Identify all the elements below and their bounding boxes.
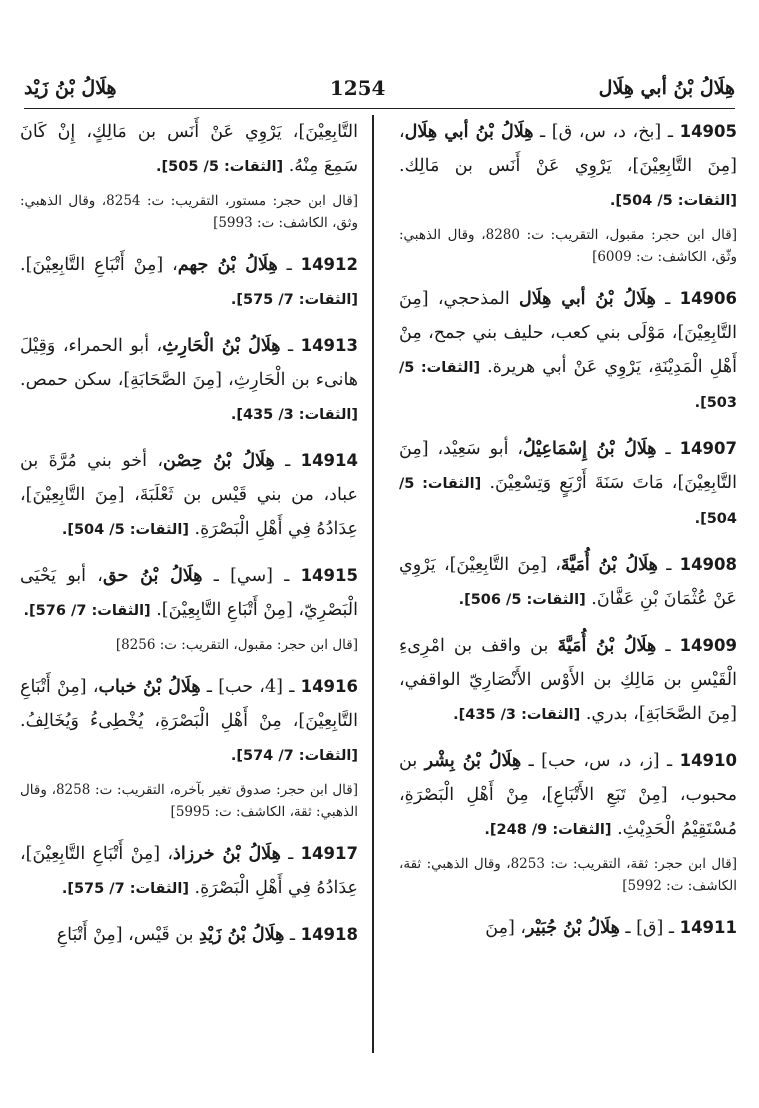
narrator-name: هِلَالُ بْنُ خباب [98,677,201,697]
entry-text: بن واقف بن امْرِىءِ الْقَيْسِ بن مَالِكِ بن الأَوْس الأَنْصَارِيّ الواقفي، [مِنَ الصَّحَابَةِ]، بدري. [399,636,737,724]
entry-codes: ـ [284,925,301,945]
footnote: [قال ابن حجر: ثقة، التقريب: ت: 8253، وقال الذهبي: ثقة، الكاشف: ت: 5992] [399,856,737,894]
entry-text: ، [مِنَ التَّابِعِيْنَ]، يَرْوِي عَنْ أَنَس بن مَالِك. [399,122,737,176]
entry-text: ، [مِنْ أَتْبَاعِ التَّابِعِيْنَ]، مِنْ أَهْلِ الْبَصْرَةِ، يُخْطِىءُ وَيُخَالِفُ. [20,677,358,731]
entry-number: 14913 [300,336,358,355]
entry-codes: ـ [274,451,301,471]
page-number: 1254 [329,76,386,100]
entry-text: ، [مِنَ [485,918,527,938]
narrator-name: هِلَالُ بْنُ أبي هِلَال [519,289,656,309]
source-reference: [الثقات: 5/ 504]. [61,522,189,538]
entry-number: 14910 [679,751,737,770]
biography-entry [20,444,358,547]
entry-codes: ـ [656,439,680,459]
narrator-name: هِلَالُ بْنُ بِشْر [424,751,522,771]
narrator-name: هِلَالُ بْنُ الْحَارِثِ [162,336,281,356]
biography-entry [20,837,358,906]
entry-text: ، [مِنْ أَتْبَاعِ التَّابِعِيْنَ]. [20,255,178,275]
source-reference: [الثقات: 9/ 248]. [484,822,612,838]
entry-number: 14905 [679,122,737,141]
biography-entry [399,115,737,218]
running-title-right: هِلَالُ بْنُ أبي هِلَال [598,77,735,99]
entry-number: 14914 [300,451,358,470]
biography-entry [20,670,358,773]
entry-text: بن قَيْس، [مِنْ أَتْبَاعِ [56,925,200,945]
source-reference: [الثقات: 3/ 435]. [453,707,581,723]
entry-text: ، أخو بني مُرَّةَ بن عباد، من بني قَيْس بن ثَعْلَبَةَ، [مِنَ التَّابِعِيْنَ]، عِدَادُهُ فِي أَهْلِ الْبَصْرَةِ. [20,451,358,539]
narrator-name: هِلَالُ بْنُ خرزاذ [173,844,281,864]
footnote: [قال ابن حجر: صدوق تغير بآخره، التقريب: ت: 8258، وقال الذهبي: ثقة، الكاشف: ت: 5995] [20,782,358,820]
biography-entry [20,248,358,317]
biography-entry [399,282,737,420]
left-column [20,115,358,1053]
source-reference: [الثقات: 5/ 503]. [399,360,737,411]
entry-codes: ـ [280,336,301,356]
entry-text: ، [مِنْ أَتْبَاعِ التَّابِعِيْنَ]، عِدَادُهُ فِي أَهْلِ الْبَصْرَةِ. [20,844,358,898]
entry-codes: ـ [656,636,680,656]
source-reference: [الثقات: 5/ 504]. [609,193,737,209]
entry-text: ، أبو يَحْيَى الْبَصْرِيّ، [مِنْ أَتْبَاعِ التَّابِعِيْنَ]. [20,566,358,620]
source-reference: [الثقات: 3/ 435]. [230,407,358,423]
entry-codes: ـ [277,255,301,275]
narrator-name: هِلَالُ بْنُ أُمَيَّةَ [560,555,658,575]
entry-number: 14918 [300,925,358,944]
source-reference: [الثقات: 5/ 506]. [458,592,586,608]
biography-entry [20,559,358,628]
narrator-name: هِلَالُ بْنُ حِصْن [163,451,275,471]
right-column [399,115,737,1053]
entry-text: المذحجي، [مِنَ التَّابِعِيْنَ]، مَوْلَى بني كعب، حليف بني جمح، مِنْ أَهْلِ الْمَدِيْنَةِ، يَرْوِي عَنْ أبي هريرة. [399,289,737,377]
running-title-left: هِلَالُ بْنُ زَيْد [24,77,117,99]
entry-text: ، أبو سَعِيْد، [مِنَ التَّابِعِيْنَ]، مَاتَ سَنَةَ أَرْبَعٍ وَتِسْعِيْنَ. [399,439,737,493]
narrator-name: هِلَالُ بْنُ أُمَيَّةَ [557,636,657,656]
entry-codes: ـ [بخ، د، س، ق] ـ [533,122,680,142]
footnote: [قال ابن حجر: مقبول، التقريب: ت: 8280، وقال الذهبي: وثّق، الكاشف: ت: 6009] [399,227,737,265]
entry-number: 14909 [679,636,737,655]
source-reference: [الثقات: 7/ 576]. [23,603,151,619]
narrator-name: هِلَالُ بْنُ حق [102,566,203,586]
entry-text: ، [مِنَ التَّابِعِيْنَ]، يَرْوِي عَنْ عُثْمَانَ بْنِ عَفَّانَ. [399,555,737,609]
entry-codes: ـ [سي] ـ [202,566,301,586]
biography-entry [20,918,358,952]
source-reference: [الثقات: 5/ 504]. [399,476,737,527]
entry-number: 14915 [300,566,358,585]
entry-codes: ـ [ق] ـ [619,918,680,938]
entry-number: 14911 [679,918,737,937]
entry-text: ، أبو الحمراء، وَقِيْلَ هانىء بن الْحَارِثِ، [مِنَ الصَّحَابَةِ]، سكن حمص. [20,336,358,390]
footnote: [قال ابن حجر: مقبول، التقريب: ت: 8256] [115,637,358,653]
entry-codes: ـ [280,844,301,864]
entry-codes: ـ [655,289,680,309]
narrator-name: هِلَالُ بْنُ جُبَيْر [526,918,620,938]
biography-entry [399,548,737,617]
biography-entry [399,432,737,536]
entry-codes: ـ [4، حب] ـ [200,677,301,697]
narrator-name: هِلَالُ بْنُ أبي هِلَال [404,122,534,142]
source-reference: [الثقات: 7/ 575]. [230,292,358,308]
entry-number: 14906 [679,289,737,308]
page-header [24,68,735,109]
biography-entry [20,115,358,184]
source-reference: [الثقات: 5/ 505]. [156,159,284,175]
entry-number: 14912 [300,255,358,274]
entry-number: 14917 [300,844,358,863]
biography-entry [20,329,358,432]
biography-entry [399,744,737,847]
entry-codes: ـ [ز، د، س، حب] ـ [521,751,680,771]
column-divider [372,115,374,1053]
footnote: [قال ابن حجر: مستور، التقريب: ت: 8254، وقال الذهبي: وثق، الكاشف: ت: 5993] [20,193,358,231]
biography-entry [399,629,737,732]
narrator-name: هِلَالُ بْنُ جهم [177,255,278,275]
narrator-name: هِلَالُ بْنُ زَيْدِ [199,925,285,945]
narrator-name: هِلَالُ بْنُ إِسْمَاعِيْلُ [523,439,657,459]
entry-number: 14908 [679,555,737,574]
source-reference: [الثقات: 7/ 575]. [61,881,189,897]
entry-number: 14907 [679,439,737,458]
entry-text: بن محبوب، [مِنْ تَبَعِ الأَتْبَاعِ]، مِنْ أَهْلِ الْبَصْرَةِ، مُسْتَقِيْمُ الْحَدِيْثِ. [399,751,737,839]
biography-entry [399,911,737,945]
entry-number: 14916 [300,677,358,696]
entry-text: التَّابِعِيْنَ]، يَرْوِي عَنْ أَنَس بن مَالِكٍ، إِنْ كَانَ سَمِعَ مِنْهُ. [20,122,358,176]
source-reference: [الثقات: 7/ 574]. [230,748,358,764]
entry-codes: ـ [657,555,680,575]
